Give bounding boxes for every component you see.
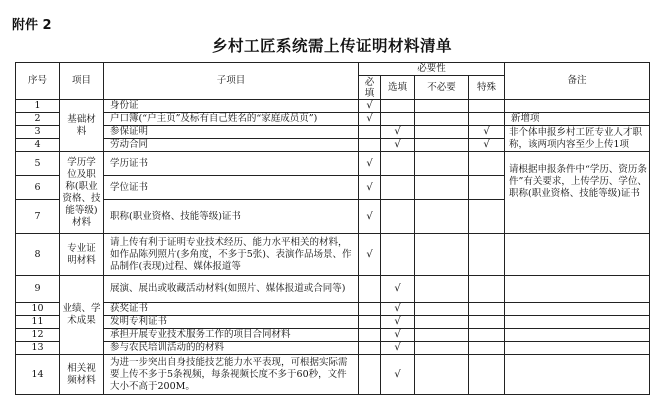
subitem-cell: 展演、展出或收藏活动材料(如照片、媒体报道或合同等) — [104, 276, 359, 303]
subitem-cell: 学位证书 — [104, 176, 359, 200]
group-video: 相关视 频材料 — [60, 355, 104, 395]
check-mark: √ — [381, 316, 415, 329]
table-row — [16, 342, 650, 355]
row-number: 14 — [16, 355, 60, 395]
check-mark: √ — [469, 126, 505, 139]
row-number: 3 — [16, 126, 60, 139]
group-achievement: 业绩、学 术成果 — [60, 276, 104, 355]
subitem-cell: 获奖证书 — [104, 303, 359, 316]
check-mark: √ — [381, 303, 415, 316]
check-mark: √ — [381, 329, 415, 342]
subitem-cell: 请上传有利于证明专业技术经历、能力水平相关的材料，如作品陈列照片(多角度，不多于5张)、表演作品场景、作品制作(表现)过程、媒体报道等 — [104, 234, 359, 276]
subitem-cell: 职称(职业资格、技能等级)证书 — [104, 200, 359, 234]
subitem-cell: 户口簿(“户主页”及标有自己姓名的“家庭成员页”) — [104, 113, 359, 126]
subitem-cell: 为进一步突出自身技能技艺能力水平表现，可根据实际需要上传不多于5条视频，每条视频长度不多于60秒，文件大小不高于200M。 — [104, 355, 359, 395]
subitem-cell: 承担开展专业技术服务工作的项目合同材料 — [104, 329, 359, 342]
header-not-required: 不必要 — [415, 76, 469, 100]
header-item: 项目 — [60, 63, 104, 100]
header-necessity: 必要性 — [359, 63, 505, 76]
attachment-label: 附件 2 — [12, 18, 52, 33]
remark-education-conditions: 请根据申报条件中“学历、资历条件”有关要求，上传学历、学位、职称(职业资格、技能等级)证书 — [505, 152, 650, 234]
check-mark: √ — [359, 200, 381, 234]
check-mark: √ — [359, 176, 381, 200]
header-special: 特殊 — [469, 76, 505, 100]
table-row — [16, 355, 650, 395]
table-row — [16, 100, 650, 113]
check-mark: √ — [381, 342, 415, 355]
header-remarks: 备注 — [505, 63, 650, 100]
subitem-cell: 身份证 — [104, 100, 359, 113]
table-row — [16, 126, 650, 139]
row-number: 1 — [16, 100, 60, 113]
table-row — [16, 234, 650, 276]
table-row — [16, 329, 650, 342]
row-number: 5 — [16, 152, 60, 176]
header-seq: 序号 — [16, 63, 60, 100]
row-number: 4 — [16, 139, 60, 152]
table-row — [16, 316, 650, 329]
table-row — [16, 276, 650, 303]
header-optional: 选填 — [381, 76, 415, 100]
row-number: 13 — [16, 342, 60, 355]
group-professional: 专业证 明材料 — [60, 234, 104, 276]
group-education: 学历学 位及职 称(职业 资格、技 能等级) 材料 — [60, 152, 104, 234]
table-row — [16, 113, 650, 126]
check-mark: √ — [381, 276, 415, 303]
page-title: 乡村工匠系统需上传证明材料清单 — [211, 37, 452, 55]
header-required: 必 填 — [359, 76, 381, 100]
check-mark: √ — [359, 100, 381, 113]
remark-insurance-contract: 非个体申报乡村工匠专业人才职称，该两项内容至少上传1项 — [505, 126, 650, 152]
check-mark: √ — [359, 113, 381, 126]
check-mark: √ — [381, 126, 415, 139]
row-number: 2 — [16, 113, 60, 126]
check-mark: √ — [359, 234, 381, 276]
row-number: 12 — [16, 329, 60, 342]
check-mark: √ — [381, 139, 415, 152]
header-subitem: 子项目 — [104, 63, 359, 100]
table-row — [16, 152, 650, 176]
check-mark: √ — [381, 355, 415, 395]
row-number: 6 — [16, 176, 60, 200]
materials-table — [15, 62, 650, 395]
check-mark: √ — [359, 152, 381, 176]
row-number: 7 — [16, 200, 60, 234]
subitem-cell: 发明专利证书 — [104, 316, 359, 329]
check-mark: √ — [469, 139, 505, 152]
subitem-cell: 参保证明 — [104, 126, 359, 139]
row-number: 9 — [16, 276, 60, 303]
row-number: 8 — [16, 234, 60, 276]
row-number: 10 — [16, 303, 60, 316]
group-basic: 基础材 料 — [60, 100, 104, 152]
table-row — [16, 303, 650, 316]
subitem-cell: 参与农民培训活动的的材料 — [104, 342, 359, 355]
row-number: 11 — [16, 316, 60, 329]
subitem-cell: 学历证书 — [104, 152, 359, 176]
subitem-cell: 劳动合同 — [104, 139, 359, 152]
remark-new-item: 新增项 — [505, 113, 650, 126]
